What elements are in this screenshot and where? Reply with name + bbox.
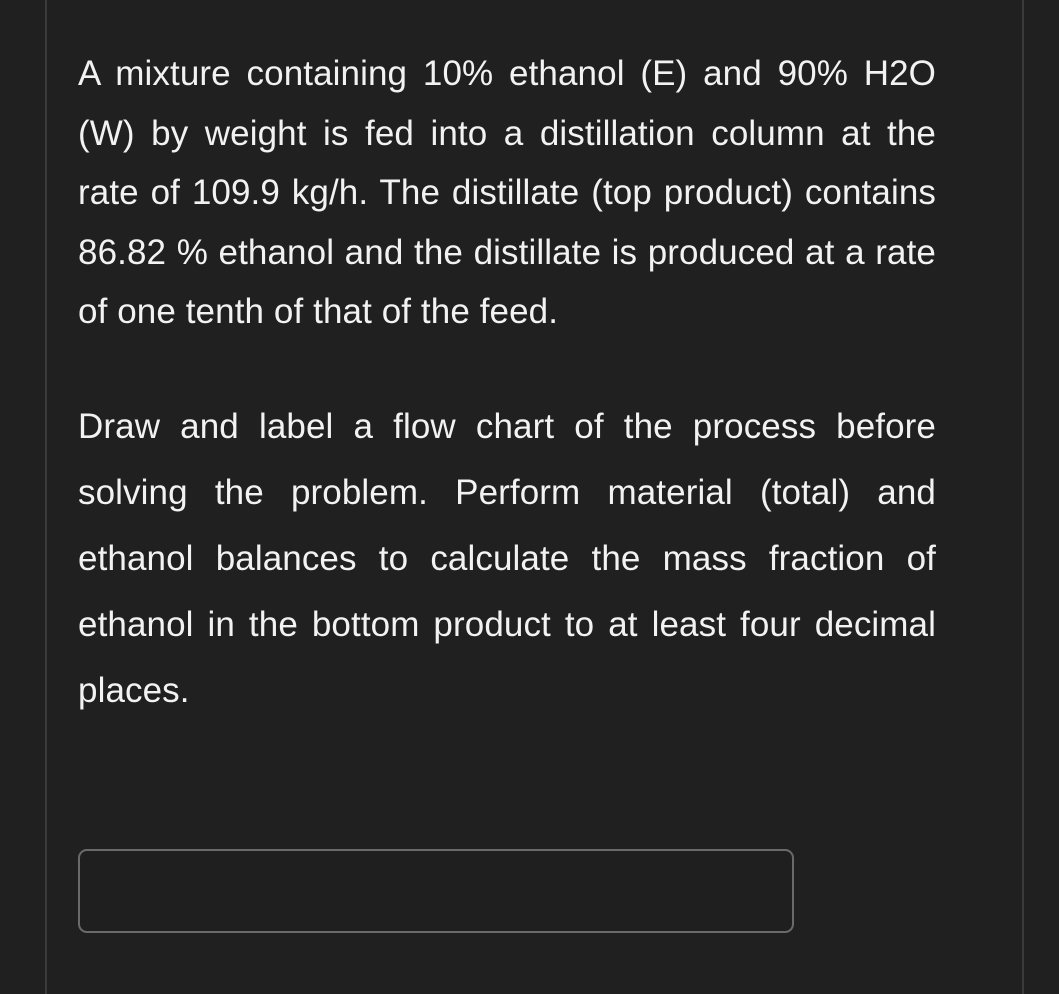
right-divider xyxy=(1022,0,1024,994)
question-text xyxy=(78,44,936,724)
answer-input[interactable] xyxy=(78,849,794,933)
problem-statement: A mixture containing 10% ethanol (E) and 90% H2O (W) by weight is fed into a distillation column at the rate of 109.9 kg/h. The distillate (top product) contains 86.82 % ethanol and the distillate is produced at a rate of one tenth of that of the feed. xyxy=(78,54,936,331)
instructions: Draw and label a flow chart of the process before solving the problem. Perform material (total) and ethanol balances to calculate the mass fraction of ethanol in the bottom product to at least four decimal places. xyxy=(78,406,936,710)
left-divider xyxy=(45,0,47,994)
